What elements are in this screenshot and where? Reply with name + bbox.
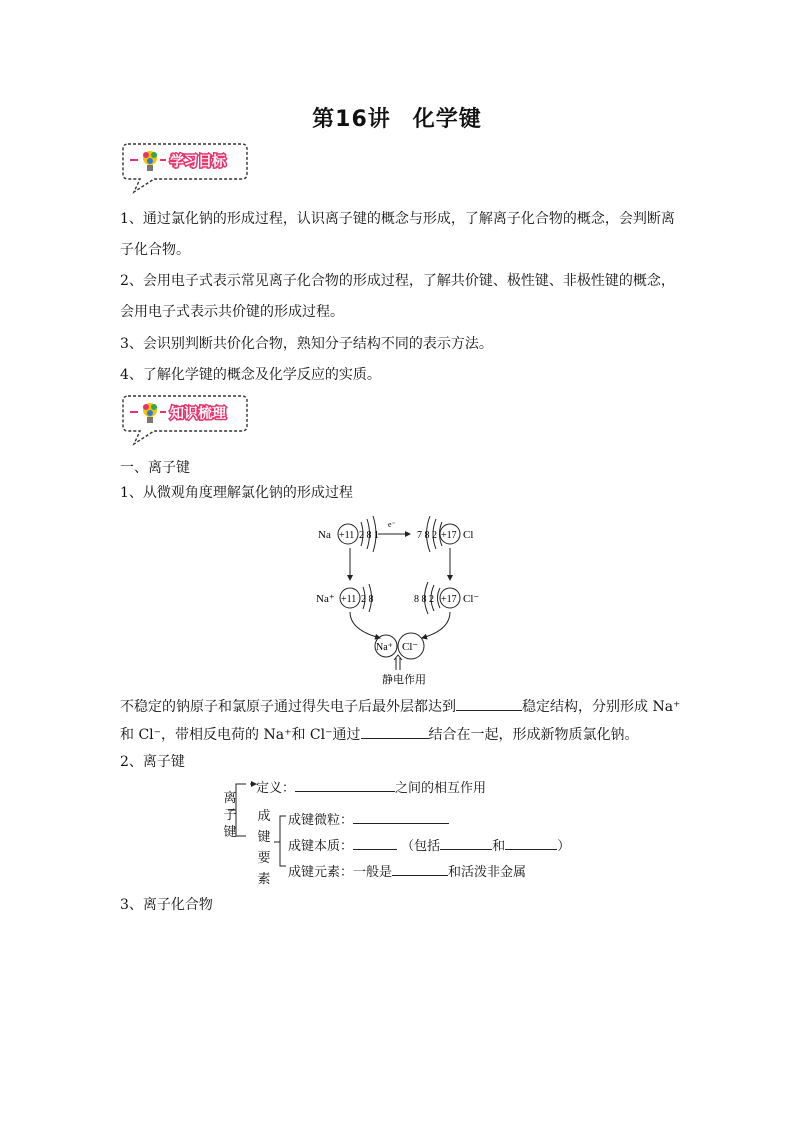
tree-definition <box>256 777 486 796</box>
objective-line: 2、会用电子式表示常见离子化合物的形成过程，了解共价键、极性键、非极性键的概念， <box>120 273 675 289</box>
title-lecture: 第16讲 <box>312 107 391 132</box>
tree-elements <box>256 806 272 890</box>
cl-nucleus-charge: +17 <box>441 530 457 541</box>
title-topic: 化学键 <box>412 107 482 132</box>
na-ion-charge: +11 <box>341 594 357 605</box>
na-ion-shell-electrons: 2 8 <box>361 594 374 605</box>
item-heading: 2、离子键 <box>120 754 185 770</box>
objective-line: 子化合物。 <box>120 242 190 258</box>
elements-label: 成键元素：一般是 <box>288 865 393 880</box>
section-heading: 一、离子键 <box>120 460 190 476</box>
para-text: 不稳定的钠原子和氯原子通过得失电子后最外层都达到 <box>120 699 456 715</box>
tree-root-char: 子 <box>223 808 237 823</box>
tree-root <box>222 790 238 841</box>
elements-suffix: 和活泼非金属 <box>448 865 527 880</box>
bond-cl-label: Cl⁻ <box>402 641 419 653</box>
na-nucleus-charge: +11 <box>339 530 355 541</box>
fill-blank[interactable] <box>392 861 448 876</box>
tree-elements-char: 素 <box>257 872 271 887</box>
knowledge-badge <box>118 392 250 448</box>
fill-blank[interactable] <box>353 835 397 850</box>
tree-elements-row <box>288 861 526 880</box>
tree-root-char: 键 <box>223 825 237 840</box>
knowledge-badge-label: 知识梳理 <box>170 406 226 422</box>
essence-label: 成键本质： <box>288 839 354 854</box>
fill-blank[interactable] <box>456 696 522 711</box>
particles-label: 成键微粒： <box>288 813 354 828</box>
include-open: （包括 <box>401 839 441 854</box>
and-text: 和 <box>492 839 506 854</box>
cl-ion-shell-electrons: 8 8 2 <box>414 594 434 605</box>
electron-label: e⁻ <box>388 520 396 529</box>
objective-line: 3、会识别判断共价化合物，熟知分子结构不同的表示方法。 <box>120 336 493 352</box>
fill-blank[interactable] <box>295 777 395 792</box>
para-text: 稳定结构，分别形成 Na⁺ <box>522 699 681 715</box>
tree-root-char: 离 <box>223 791 237 806</box>
item-heading: 3、离子化合物 <box>120 897 213 913</box>
electrostatic-caption: 静电作用 <box>382 674 426 686</box>
na-atom-label: Na <box>318 529 331 541</box>
ionic-bond-tree <box>222 774 582 887</box>
nacl-formation-diagram <box>310 512 490 688</box>
objective-line: 4、了解化学键的概念及化学反应的实质。 <box>120 367 381 383</box>
tree-elements-char: 键 <box>257 830 271 845</box>
cl-ion-charge: +17 <box>441 594 457 605</box>
para-text: 结合在一起，形成新物质氯化钠。 <box>428 727 639 743</box>
bond-na-label: Na⁺ <box>376 642 393 653</box>
tree-elements-char: 成 <box>257 809 271 824</box>
cl-shell-electrons: 7 8 2 <box>417 530 437 541</box>
page-title <box>0 102 794 133</box>
item-heading: 1、从微观角度理解氯化钠的形成过程 <box>120 485 353 501</box>
def-suffix: 之间的相互作用 <box>395 781 487 796</box>
cl-ion-label: Cl⁻ <box>463 593 480 605</box>
tree-essence <box>288 835 570 854</box>
fill-blank[interactable] <box>361 724 429 739</box>
fill-blank[interactable] <box>353 809 449 824</box>
objective-line: 1、通过氯化钠的形成过程，认识离子键的概念与形成，了解离子化合物的概念，会判断离 <box>120 211 675 227</box>
objective-line: 会用电子式表示共价键的形成过程。 <box>120 304 344 320</box>
na-ion-label: Na⁺ <box>316 593 335 605</box>
include-close: ） <box>557 839 571 854</box>
fill-blank[interactable] <box>440 835 492 850</box>
paragraph-line-2 <box>120 724 639 744</box>
paragraph-line-1 <box>120 696 680 716</box>
na-shell-electrons: 2 8 1 <box>359 530 379 541</box>
objectives-badge <box>118 140 250 196</box>
objectives-badge-label: 学习目标 <box>170 154 226 170</box>
tree-elements-char: 要 <box>257 851 271 866</box>
def-label: 定义： <box>256 781 296 796</box>
para-text: 和 Cl⁻，带相反电荷的 Na⁺和 Cl⁻通过 <box>120 727 361 743</box>
fill-blank[interactable] <box>505 835 557 850</box>
cl-atom-label: Cl <box>463 529 474 541</box>
tree-particles <box>288 809 449 828</box>
